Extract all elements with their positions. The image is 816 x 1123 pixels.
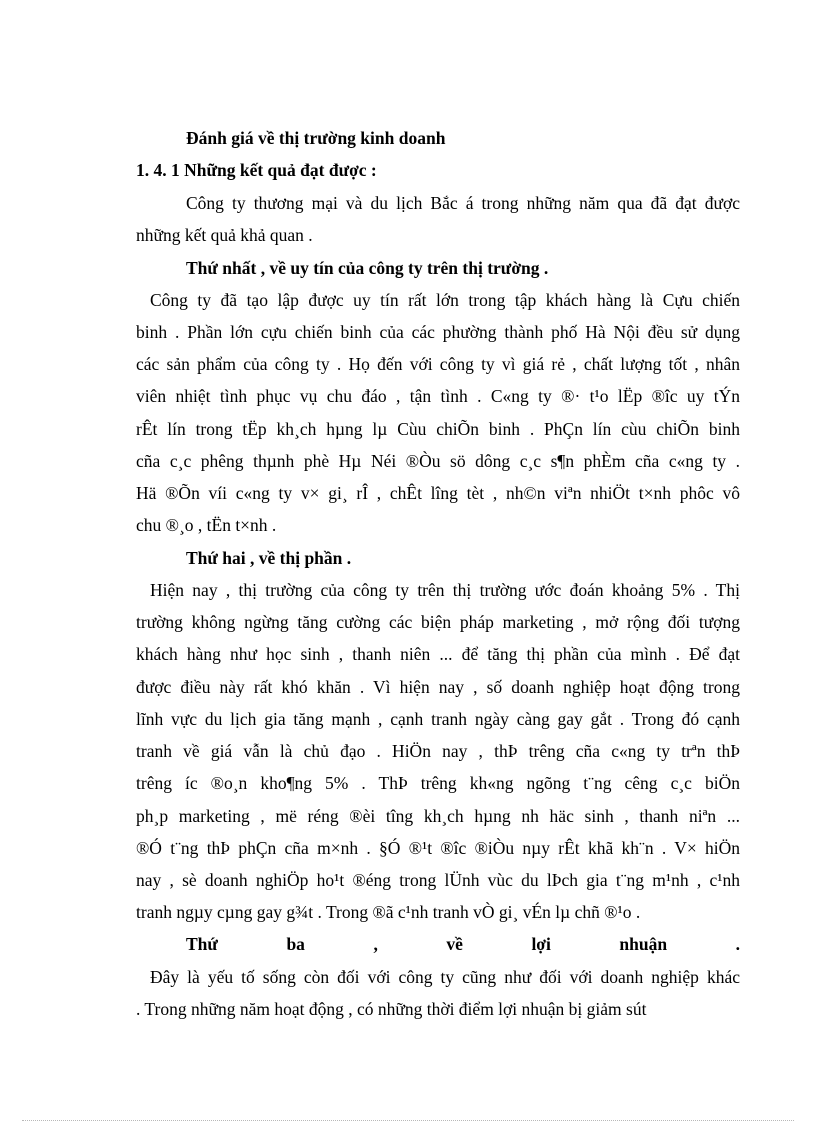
point1-line: binh . Phần lớn cựu chiến binh của các phường thành phố Hà Nội đều sử dụng bbox=[136, 322, 740, 342]
point1-line: viên nhiệt tình phục vụ chu đáo , tận tình . C«ng ty ®· t¹o lËp ®îc uy tÝn bbox=[136, 386, 740, 406]
point2-line: được điều này rất khó khăn . Vì hiện nay , số doanh nghiệp hoạt động trong bbox=[136, 677, 740, 697]
intro-line: Công ty thương mại và du lịch Bắc á trong những năm qua đã đạt được bbox=[186, 193, 740, 213]
main-heading: Đánh giá về thị trường kinh doanh bbox=[186, 128, 446, 148]
point2-line: trêng íc ®o¸n kho¶ng 5% . ThÞ trêng kh«ng ngõng t¨ng cêng c¸c biÖn bbox=[136, 773, 740, 793]
point1-line: cña c¸c phêng thµnh phè Hµ Néi ®Òu sö dông c¸c s¶n phÈm cña c«ng ty . bbox=[136, 451, 740, 471]
point1-line: chu ®¸o , tËn t×nh . bbox=[136, 515, 277, 535]
point2-line: khách hàng như học sinh , thanh niên ... để tăng thị phần của mình . Để đạt bbox=[136, 644, 740, 664]
point1-line: Công ty đã tạo lập được uy tín rất lớn trong tập khách hàng là Cựu chiến bbox=[150, 290, 740, 310]
point2-line: tranh ngµy cµng gay g¾t . Trong ®ã c¹nh tranh vÒ gi¸ vÉn lµ chñ ®¹o . bbox=[136, 902, 641, 922]
point3-line: Đây là yếu tố sống còn đối với công ty cũng như đối với doanh nghiệp khác bbox=[150, 967, 740, 987]
point2-heading: Thứ hai , về thị phần . bbox=[186, 548, 352, 568]
point2-line: lĩnh vực du lịch gia tăng mạnh , cạnh tranh ngày càng gay gắt . Trong đó cạnh bbox=[136, 709, 740, 729]
point2-line: ®Ó t¨ng thÞ phÇn cña m×nh . §Ó ®¹t ®îc ®iÒu nµy rÊt khã kh¨n . V× hiÖn bbox=[136, 838, 740, 858]
point1-heading: Thứ nhất , về uy tín của công ty trên thị trường . bbox=[186, 258, 549, 278]
point2-line: nay , sè doanh nghiÖp ho¹t ®éng trong lÜnh vùc du lÞch gia t¨ng m¹nh , c¹nh bbox=[136, 870, 740, 890]
point1-line: Hä ®Õn víi c«ng ty v× gi¸ rÎ , chÊt lîng tèt , nh©n viªn nhiÖt t×nh phôc vô bbox=[136, 483, 740, 503]
point2-line: Hiện nay , thị trường của công ty trên thị trường ước đoán khoảng 5% . Thị bbox=[150, 580, 740, 600]
point2-line: ph¸p marketing , më réng ®èi tîng kh¸ch hµng nh häc sinh , thanh niªn ... bbox=[136, 806, 740, 826]
intro-line: những kết quả khả quan . bbox=[136, 225, 313, 245]
point3-heading: Thứ ba , về lợi nhuận . bbox=[186, 934, 740, 954]
point2-line: trường không ngừng tăng cường các biện pháp marketing , mở rộng đối tượng bbox=[136, 612, 740, 632]
point3-line: . Trong những năm hoạt động , có những thời điểm lợi nhuận bị giảm sút bbox=[136, 999, 647, 1019]
point1-line: các sản phẩm của công ty . Họ đến với công ty vì giá rẻ , chất lượng tốt , nhân bbox=[136, 354, 740, 374]
point1-line: rÊt lín trong tËp kh¸ch hµng lµ Cùu chiÕn binh . PhÇn lín cùu chiÕn binh bbox=[136, 419, 740, 439]
section-title: 1. 4. 1 Những kết quả đạt được : bbox=[136, 160, 377, 180]
point2-line: tranh về giá vẫn là chủ đạo . HiÖn nay , thÞ trêng cña c«ng ty trªn thÞ bbox=[136, 741, 740, 761]
page-bottom-divider bbox=[22, 1120, 794, 1122]
